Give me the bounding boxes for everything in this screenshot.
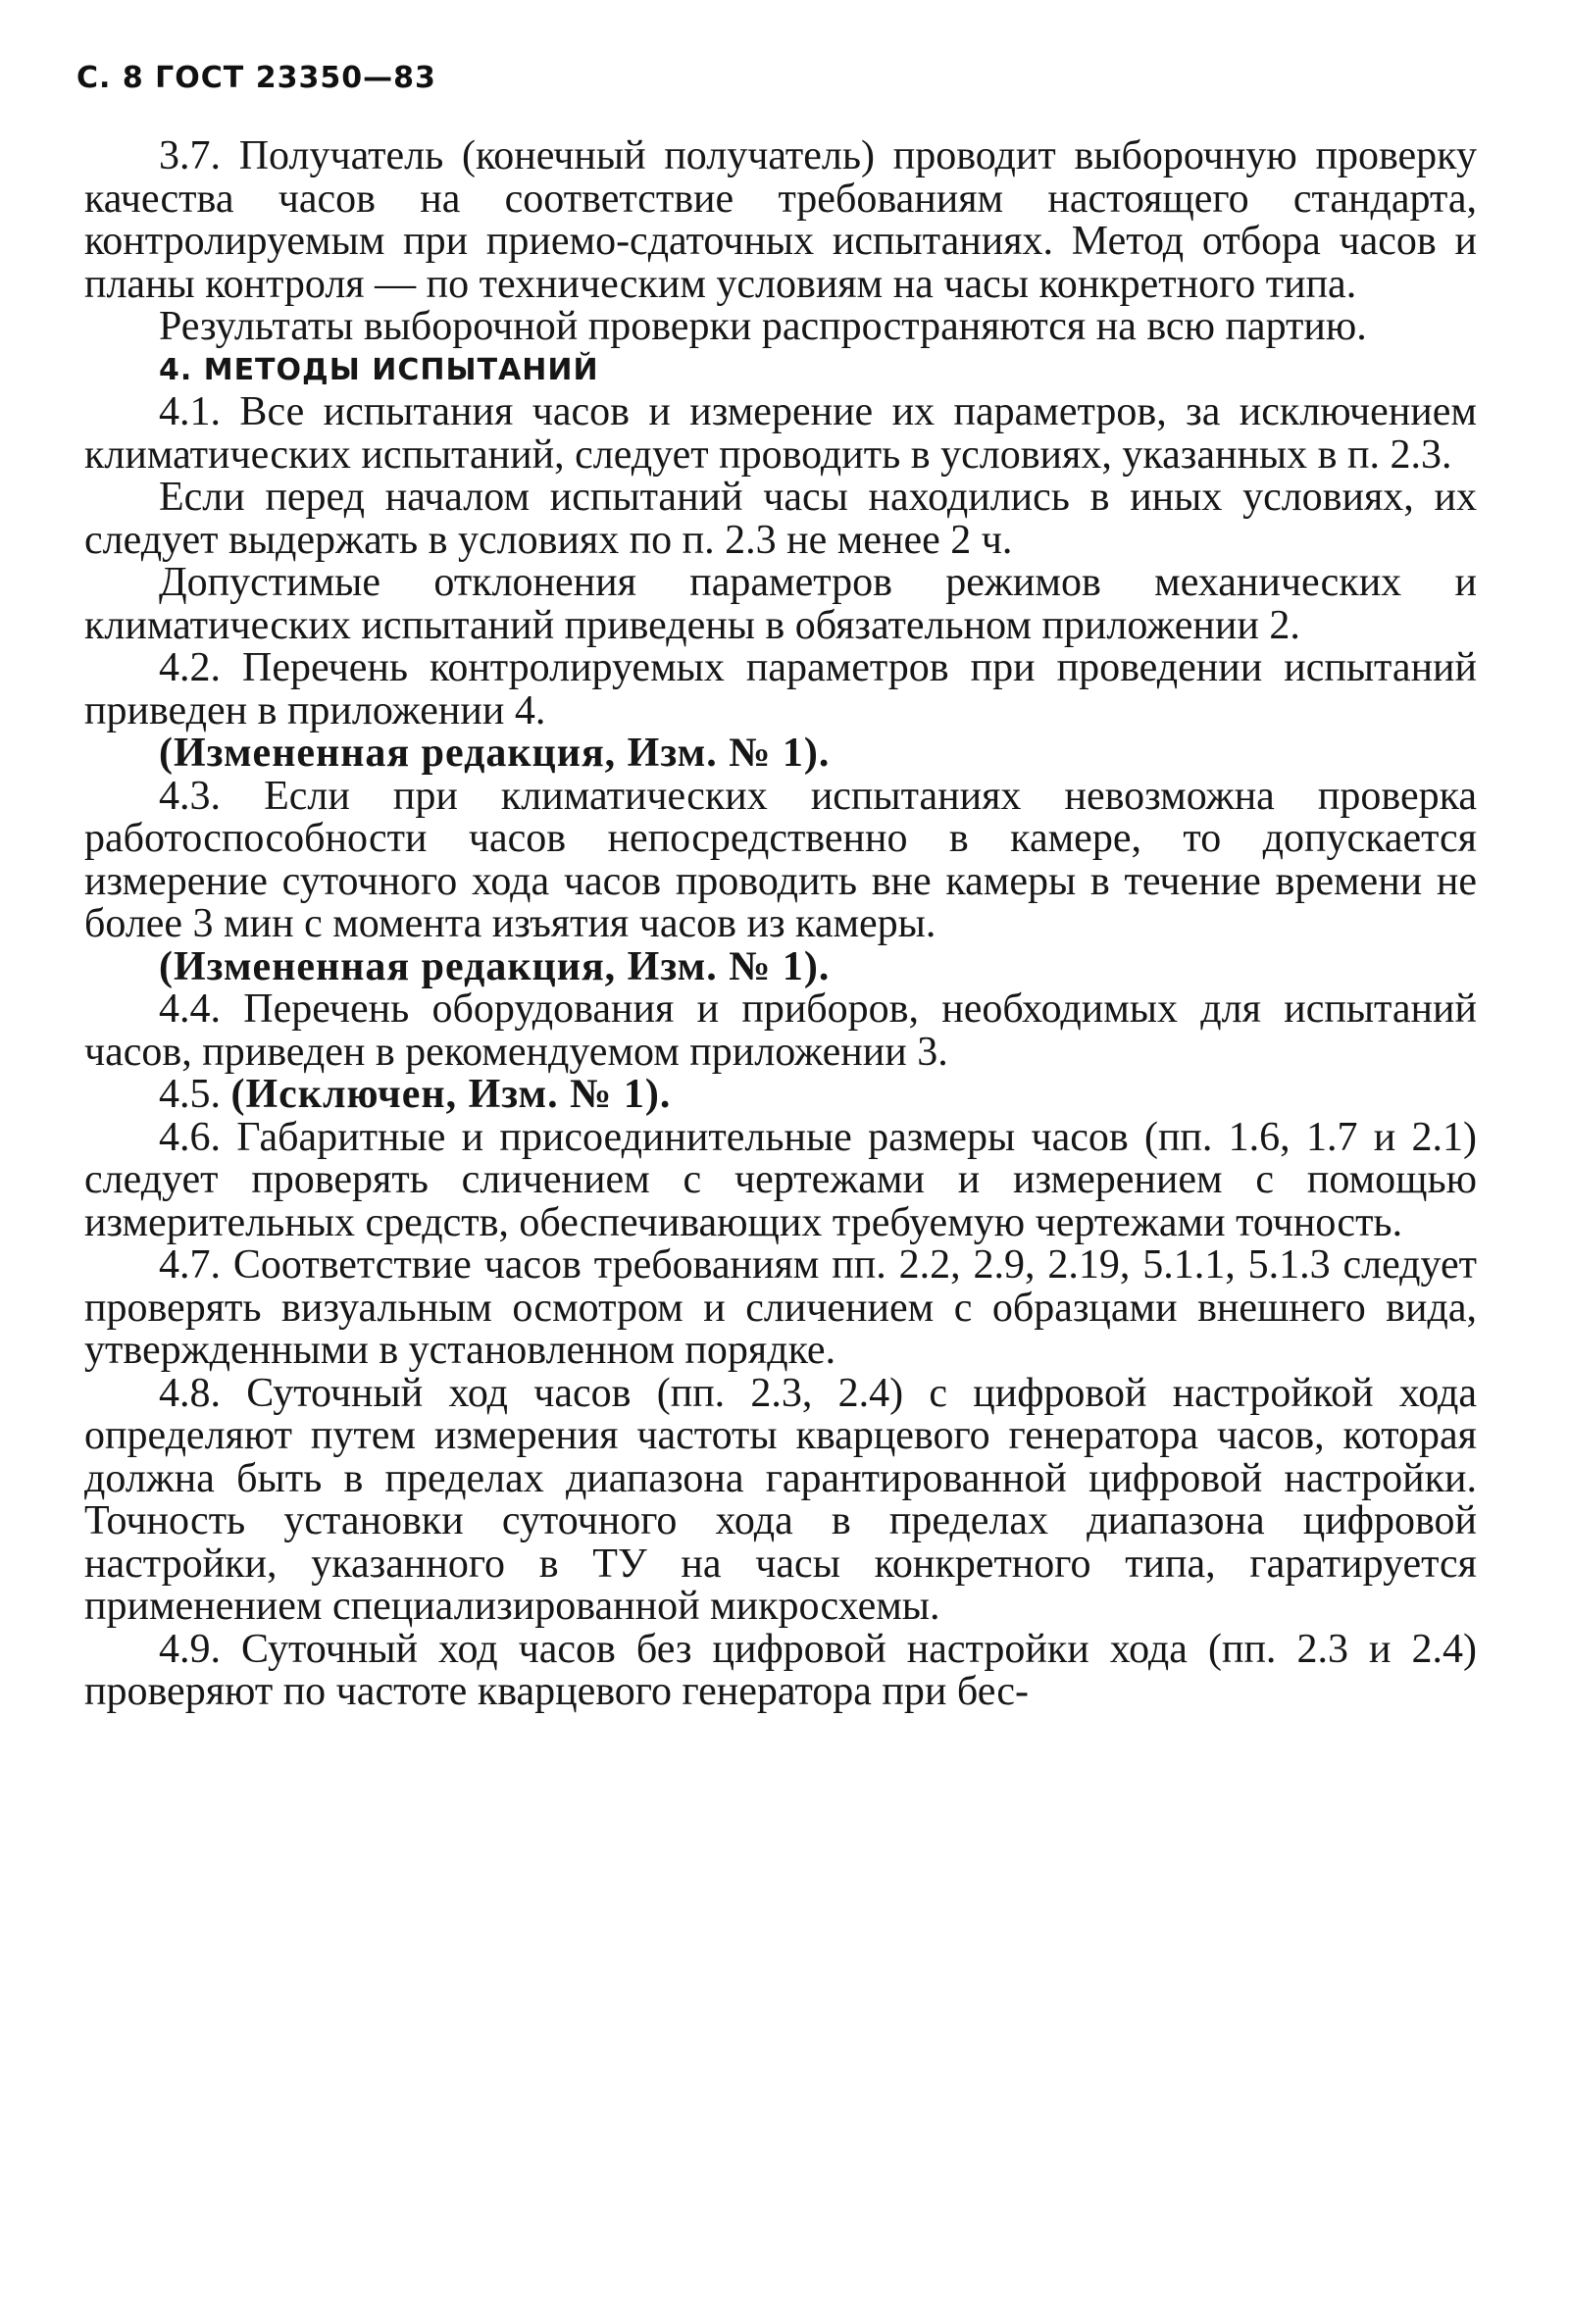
paragraph-4-6: 4.6. Габаритные и присоединительные размеры часов (пп. 1.6, 1.7 и 2.1) следует проверять сличением с чертежами и измерением с помощью измерительных средств, обеспечивающих требуемую чертежами точность. xyxy=(84,1114,1477,1245)
paragraph-3-7: 3.7. Получатель (конечный получатель) проводит выборочную проверку качества часов на соответствие требованиям настоящего стандарта, контролируемым при приемо-сдаточных испытаниях. Метод отбора часов и планы контроля — по техническим условиям на часы конкретного типа. xyxy=(84,133,1477,307)
document-body xyxy=(84,135,1477,1714)
paragraph-4-8: 4.8. Суточный ход часов (пп. 2.3, 2.4) с цифровой настройкой хода определяют путем измерения частоты кварцевого генератора часов, которая должна быть в пределах диапазона гарантированной цифровой настройки. Точность установки суточного хода в пределах диапазона цифровой настройки, указанного в ТУ на часы конкретного типа, гаратируется применением специализированной микросхемы. xyxy=(84,1370,1477,1629)
amendment-note: (Измененная редакция, Изм. № 1). xyxy=(159,731,831,776)
section-title: 4. МЕТОДЫ ИСПЫТАНИЙ xyxy=(159,352,599,387)
page-header: С. 8 ГОСТ 23350—83 xyxy=(76,61,436,95)
paragraph-4-5-number: 4.5. xyxy=(159,1072,231,1117)
paragraph-4-5-excluded: (Исключен, Изм. № 1). xyxy=(230,1072,672,1117)
paragraph-3-7-results: Результаты выборочной проверки распространяются на всю партию. xyxy=(159,304,1367,349)
paragraph-4-9: 4.9. Суточный ход часов без цифровой настройки хода (пп. 2.3 и 2.4) проверяют по частоте кварцевого генератора при бес- xyxy=(84,1626,1477,1714)
paragraph-4-7: 4.7. Соответствие часов требованиям пп. 2.2, 2.9, 2.19, 5.1.1, 5.1.3 следует проверять визуальным осмотром и сличением с образцами внешнего вида, утвержденными в установленном порядке. xyxy=(84,1242,1477,1373)
paragraph-4-1-deviations: Допустимые отклонения параметров режимов механических и климатических испытаний приведены в обязательном приложении 2. xyxy=(84,560,1477,648)
paragraph-4-4: 4.4. Перечень оборудования и приборов, необходимых для испытаний часов, приведен в рекомендуемом приложении 3. xyxy=(84,986,1477,1075)
paragraph-4-1: 4.1. Все испытания часов и измерение их параметров, за исключением климатических испытаний, следует проводить в условиях, указанных в п. 2.3. xyxy=(84,389,1477,478)
paragraph-4-5 xyxy=(84,1074,1477,1117)
amendment-note: (Измененная редакция, Изм. № 1). xyxy=(159,943,831,989)
paragraph-4-1-conditions: Если перед началом испытаний часы находились в иных условиях, их следует выдержать в условиях по п. 2.3 не менее 2 ч. xyxy=(84,475,1477,563)
paragraph-4-2: 4.2. Перечень контролируемых параметров при проведении испытаний приведен в приложении 4. xyxy=(84,645,1477,733)
paragraph-4-3: 4.3. Если при климатических испытаниях невозможна проверка работоспособности часов непосредственно в камере, то допускается измерение суточного хода часов проводить вне камеры в течение времени не более 3 мин с момента изъятия часов из камеры. xyxy=(84,773,1477,946)
